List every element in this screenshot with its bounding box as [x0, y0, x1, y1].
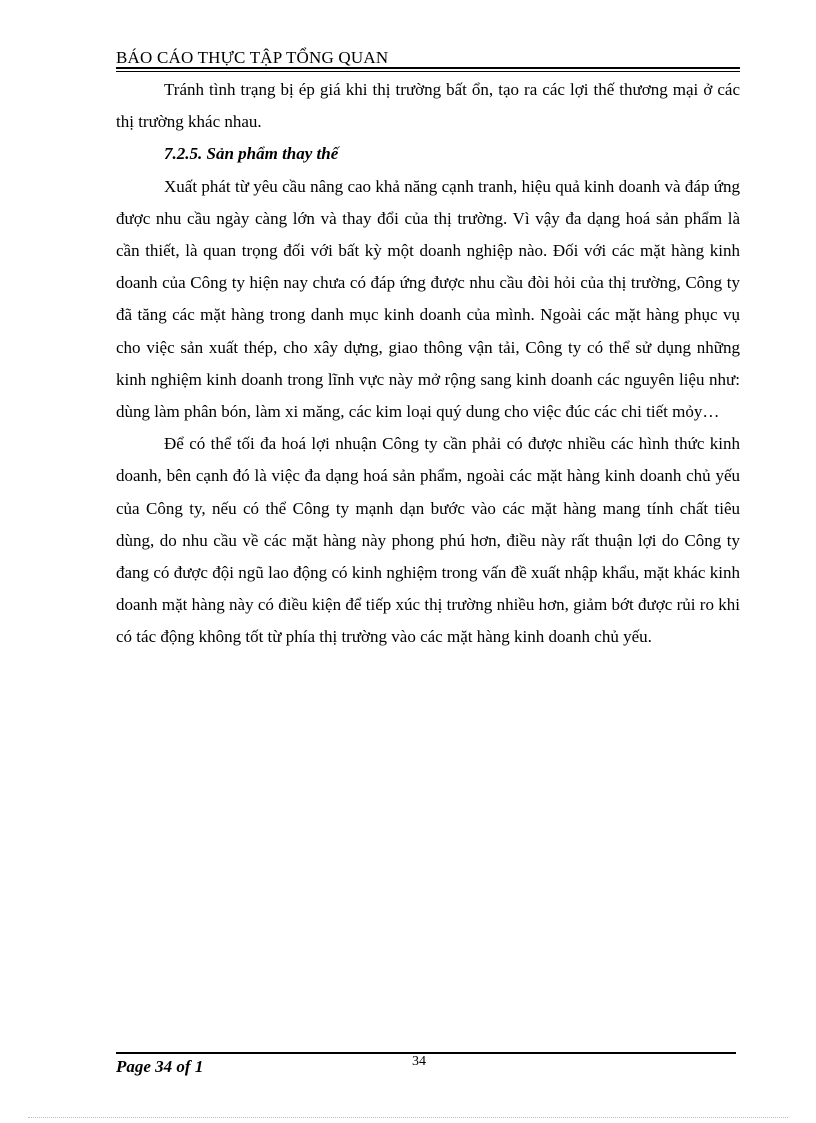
header-rule: [116, 67, 740, 69]
section-heading: 7.2.5. Sản phẩm thay thế: [164, 144, 339, 164]
paragraph-1: Tránh tình trạng bị ép giá khi thị trường bất ổn, tạo ra các lợi thế thương mại ở các thị trường khác nhau.: [116, 80, 740, 132]
footer-rule: [116, 1052, 736, 1054]
footer-page-number: 34: [412, 1054, 426, 1069]
footer-page-label: Page 34 of 1: [116, 1057, 204, 1076]
document-body: [116, 74, 740, 654]
header-rule-thin: [116, 71, 740, 72]
paragraph-2: Xuất phát từ yêu cầu nâng cao khả năng cạnh tranh, hiệu quả kinh doanh và đáp ứng được nhu cầu ngày càng lớn và thay đổi của thị trường. Vì vậy đa dạng hoá sản phẩm là cần thiết, là quan trọng đối với bất kỳ một doanh nghiệp nào. Đối với các mặt hàng kinh doanh của Công ty hiện nay chưa có đáp ứng được nhu cầu đòi hỏi của thị trường, Công ty đã tăng các mặt hàng trong danh mục kinh doanh của mình. Ngoài các mặt hàng phục vụ cho việc sản xuất thép, cho xây dựng, giao thông vận tải, Công ty có thể sử dụng những kinh nghiệm kinh doanh trong lĩnh vực này mở rộng sang kinh doanh các nguyên liệu như: dùng làm phân bón, làm xi măng, các kim loại quý dung cho việc đúc các chi tiết mỏy…: [116, 176, 740, 422]
header-title: BÁO CÁO THỰC TẬP TỔNG QUAN: [116, 48, 389, 67]
paragraph-3: Để có thể tối đa hoá lợi nhuận Công ty cần phải có được nhiều các hình thức kinh doanh, bên cạnh đó là việc đa dạng hoá sản phẩm, ngoài các mặt hàng kinh doanh chủ yếu của Công ty, nếu có thể Công ty mạnh dạn bước vào các mặt hàng mang tính chất tiêu dùng, do nhu cầu về các mặt hàng này phong phú hơn, điều này rất thuận lợi do Công ty đang có được đội ngũ lao động có kinh nghiệm trong vấn đề xuất nhập khẩu, mặt khác kinh doanh mặt hàng này có điều kiện để tiếp xúc thị trường nhiều hơn, giảm bớt được rủi ro khi có tác động không tốt từ phía thị trường vào các mặt hàng kinh doanh chủ yếu.: [116, 434, 740, 647]
page-bottom-border: [28, 1117, 788, 1118]
